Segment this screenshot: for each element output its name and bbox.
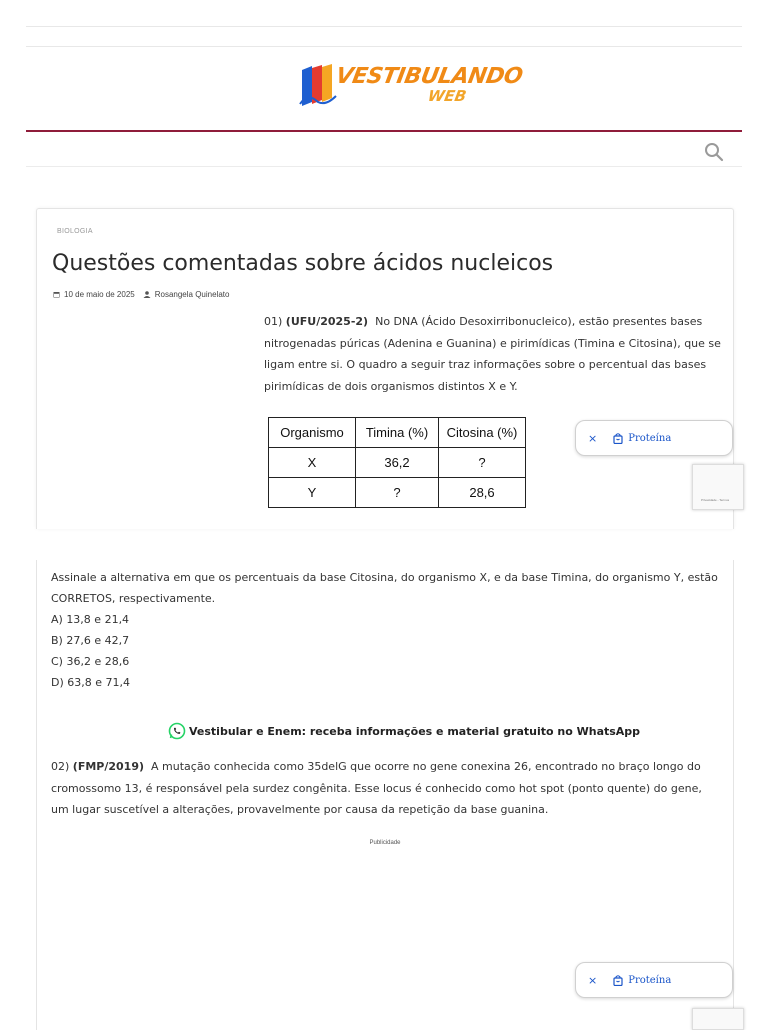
table-header: Timina (%) xyxy=(356,418,439,448)
table-row xyxy=(269,478,526,508)
table-cell: Y xyxy=(269,478,356,508)
close-icon[interactable]: × xyxy=(588,973,598,987)
logo-subtitle: WEB xyxy=(426,87,468,105)
ad-label: Publicidade xyxy=(369,840,401,846)
question-prompt: Assinale a alternativa em que os percentuais da base Citosina, do organismo X, e da base Timina, do organismo Y, estão CORRETOS, respectivamente. xyxy=(51,571,718,605)
table-header: Citosina (%) xyxy=(439,418,526,448)
ad-pill[interactable] xyxy=(575,420,733,456)
user-icon xyxy=(143,291,151,298)
recaptcha-text: Privacidade - Termos xyxy=(701,498,730,502)
nav-bar xyxy=(26,130,742,167)
whatsapp-icon xyxy=(168,722,186,740)
shopping-bag-icon xyxy=(613,975,623,986)
option-a: A) 13,8 e 21,4 xyxy=(51,613,130,626)
table-cell: 28,6 xyxy=(439,478,526,508)
table-cell: 36,2 xyxy=(356,448,439,478)
option-c: C) 36,2 e 28,6 xyxy=(51,655,130,668)
table-row xyxy=(269,448,526,478)
table-cell: ? xyxy=(356,478,439,508)
post-date[interactable]: 10 de maio de 2025 xyxy=(64,290,135,299)
calendar-icon xyxy=(53,291,60,298)
whatsapp-link[interactable] xyxy=(168,722,640,740)
bases-table xyxy=(268,417,526,508)
table-header-row xyxy=(269,418,526,448)
page-title: Questões comentadas sobre ácidos nucleicos xyxy=(52,251,554,276)
option-d: D) 63,8 e 71,4 xyxy=(51,676,131,689)
table-header: Organismo xyxy=(269,418,356,448)
header-divider xyxy=(26,46,742,47)
top-divider xyxy=(26,26,742,27)
question-1-text: 01) (UFU/2025-2) No DNA (Ácido Desoxirribonucleico), estão presentes bases nitrogenadas púricas (Adenina e Guanina) e pirimídicas (Timina e Citosina), que se ligam entre si. O quadro a seguir traz informações sobre o percentual das bases pirimídicas de dois organismos distintos X e Y. xyxy=(264,315,721,393)
book-stack-icon xyxy=(298,62,338,108)
question-2-text: 02) (FMP/2019) A mutação conhecida como 35delG que ocorre no gene conexina 26, encontrado no braço longo do cromossomo 13, é responsável pela surdez congênita. Esse locus é conhecido como hot spot (ponto quente) do gene, um lugar suscetível a alterações, provavelmente por causa da repetição da base guanina. xyxy=(51,760,702,816)
site-logo[interactable] xyxy=(298,60,525,110)
close-icon[interactable]: × xyxy=(588,431,598,445)
category-link[interactable]: BIOLOGIA xyxy=(57,228,93,235)
table-cell: ? xyxy=(439,448,526,478)
post-meta xyxy=(53,290,229,299)
option-b: B) 27,6 e 42,7 xyxy=(51,634,130,647)
ad-pill-label: Proteína xyxy=(628,974,672,986)
recaptcha-badge[interactable] xyxy=(692,464,744,510)
article-card-continued xyxy=(36,560,734,1030)
table-cell: X xyxy=(269,448,356,478)
search-icon[interactable] xyxy=(704,142,724,162)
whatsapp-cta-text: Vestibular e Enem: receba informações e material gratuito no WhatsApp xyxy=(189,724,641,738)
article-card xyxy=(36,208,734,529)
ad-pill[interactable] xyxy=(575,962,733,998)
shopping-bag-icon xyxy=(613,433,623,444)
recaptcha-badge[interactable] xyxy=(692,1008,744,1030)
ad-pill-label: Proteína xyxy=(628,432,672,444)
post-author[interactable]: Rosangela Quinelato xyxy=(154,290,230,299)
question-1-options xyxy=(51,567,721,693)
logo-wordmark: VESTIBULANDO xyxy=(333,64,525,89)
